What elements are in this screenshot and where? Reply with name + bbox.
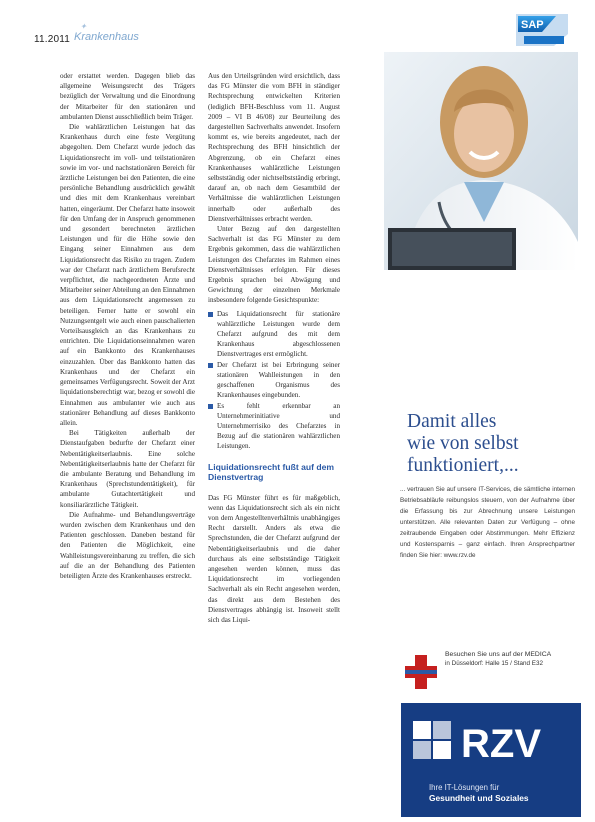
magazine-logo [74, 22, 139, 43]
logo-star-icon: ✦ [80, 22, 87, 31]
ad-headline [407, 411, 587, 477]
ad-body: ... vertrauen Sie auf unsere IT-Services, die sämtliche internen Betriebsabläufe reibungslos steuern, von der Aufnahme über die Erfassung bis zur Abrechnung unsere Leistungen unterstützen. Alle relevanten Daten zur Verfügung – ohne zeitraubende Eingaben oder Abstimmungen. Mehr Effizienz und Kostensparnis – ganz einfach. Ihren Ansprechpartner finden Sie hier: www.rzv.de [400, 486, 575, 559]
ad-headline-line: wie von selbst [407, 433, 519, 454]
medica-line-2: in Düsseldorf: Halle 15 / Stand E32 [445, 659, 544, 667]
criteria-item: Der Chefarzt ist bei Erbringung seiner stationären Wahlleistungen in den geschaffenen Organismus des Krankenhauses eingebunden. [208, 360, 340, 401]
rzv-banner [401, 703, 581, 817]
ad-headline-line: funktioniert,... [407, 455, 519, 476]
svg-text:RZV: RZV [461, 722, 541, 763]
rzv-tagline-1: Ihre IT-Lösungen für [429, 783, 500, 792]
col2-paragraph-3: Das FG Münster führt es für maßgeblich, wenn das Liquidationsrecht sich als ein nicht von dem Angestelltenverhältnis unabhängiges Recht darstellt. Anders als etwa die Sprechstunden, die der Chefarzt aufgrund der Nebentätigkeitserlaubnis und die daher durchaus als eine selbstständige Tätigkeit angesehen werden können, muss das Liquidationsrecht im vorliegenden Sachverhalt als ein Recht angesehen werden, das direkt aus dem Bestehen des Dienstvertrages abhängig ist. Insoweit stellt sich das Liqui- [208, 493, 340, 624]
criteria-item: Das Liquidationsrecht für stationäre wahlärztliche Leistungen wurde dem Chefarzt aufgrund des mit dem Krankenhaus abgeschlossenen Dienstvertrages erst ermöglicht. [208, 309, 340, 360]
col2-paragraph-2: Unter Bezug auf den dargestellten Sachverhalt ist das FG Münster zu dem Ergebnis gekommen, dass die wahlärztlichen Leistungen des Chefarztes im Rahmen eines Dienstverhältnisses erfolgten. Für dieses Ergebnis sprachen bei Abwägung und Gewichtung der einzelnen Merkmale insbesondere folgende Gesichtspunkte: [208, 225, 340, 305]
issue-date: 11.2011 [34, 34, 71, 45]
rzv-tagline-2: Gesundheit und Soziales [429, 793, 529, 803]
medica-notice [445, 651, 580, 668]
medica-cross-icon [403, 651, 439, 693]
col1-paragraph-4: Die Aufnahme- und Behandlungsverträge wurden zwischen dem Krankenhaus und den Patienten geschlossen. Daneben bestand für den Patienten die Möglichkeit, eine Wahlleistungsvereinbarung zu treffen, die sich auf die an der Behandlung des Patienten beteiligten Ärzte des Krankenhauses erstreckt. [60, 510, 195, 580]
article-column-2 [208, 71, 340, 625]
article-column-1 [60, 71, 195, 581]
criteria-list [208, 309, 340, 452]
sap-logo [516, 14, 568, 46]
magazine-name: Krankenhaus [74, 31, 139, 43]
section-subheading: Liquidationsrecht fußt auf dem Dienstvertrag [208, 461, 335, 483]
criteria-item: Es fehlt erkennbar an Unternehmerinitiative und Unternehmerrisiko des Chefarztes in Bezug auf die stationären wahlärztlichen Leistungen. [208, 401, 340, 452]
svg-text:SAP: SAP [521, 19, 544, 31]
col1-paragraph-2: Die wahlärztlichen Leistungen hat das Krankenhaus durch eine feste Vergütung abgegolten. Dem Chefarzt wurde jedoch das Liquidationsrecht im voll- und teilstationären sowie im vor- und nachstationären Bereich für ärztliche Leistungen bei den Patienten, die eine persönliche Behandlung ausdrücklich gewählt und dies mit dem Krankenhaus vereinbart hatten, eingeräumt. Der Chefarzt hatte insoweit für den Umfang der in Anspruch genommenen und gesondert berechneten ärztlichen Leistungen und für die Höhe sowie den Eingang seiner Einnahmen aus dem Liquidationsrecht das Risiko zu tragen. Zudem war der Chefarzt nach ärztlichem Berufsrecht verpflichtet, die nachgeordneten Ärzte und Mitarbeiter seiner Abteilung an den Einnahmen aus dem Liquidationsrecht angemessen zu beteiligen. Ferner hatte er sowohl ein Nutzungsentgelt wie auch einen pauschalierten Vorteilsausgleich an das Krankenhaus zu entrichten. Die Liquidationseinnahmen waren auf ein Bankkonto des Krankenhauses einzuzahlen. Über das Bankkonto hatten das Krankenhaus und der Chefarzt ein gemeinsames Verfügungsrecht. Soweit der Arzt liquidationsberechtigt war, bezog er sowohl die Einnahmen aus ambulanter wie auch aus stationärer Behandlung auf dieses Bankkonto allein. [60, 123, 195, 427]
col1-paragraph-3: Bei Tätigkeiten außerhalb der Dienstaufgaben bedurfte der Chefarzt einer Nebentätigkeitserlaubnis. Eine solche Nebentätigkeitserlaubnis hatte der Chefarzt für die ambulante Beratung und Behandlung im Krankenhaus (Sprechstundentätigkeit), für ambulante Gutachtertätigkeit und konsiliarärztliche Tätigkeit. [60, 429, 195, 509]
rzv-logo [413, 719, 571, 763]
medica-line-1: Besuchen Sie uns auf der MEDICA [445, 651, 552, 658]
doctor-photo [384, 52, 578, 270]
col1-paragraph-1: oder erstattet werden. Dagegen blieb das allgemeine Weisungsrecht des Trägers bezüglich der Verwaltung und die Einordnung der Mitarbeiter für den stationären und ambulanten Dienst ausschließlich beim Träger. [60, 72, 195, 121]
ad-headline-line: Damit alles [407, 411, 497, 432]
col2-paragraph-1: Aus den Urteilsgründen wird ersichtlich, dass das FG Münster die vom BFH in ständiger Rechtsprechung entwickelten Kriterien (lediglich BFH-Beschluss vom 11. August 2009 – VI B 46/08) zur Beurteilung des dargestellten Sachverhalts anwendet. Insofern kommt es, wie bereits angedeutet, nach der Rechtsprechung des BFH hinsichtlich der Abgrenzung, ob ein Chefarzt eines Krankenhauses wahlärztliche Leistungen selbstständig oder nichtselbstständig erbringt, darauf an, ob nach dem Gesamtbild der Verhältnisse die wahlärztlichen Leistungen innerhalb oder außerhalb des Dienstverhältnisses erbracht werden. [208, 72, 340, 223]
